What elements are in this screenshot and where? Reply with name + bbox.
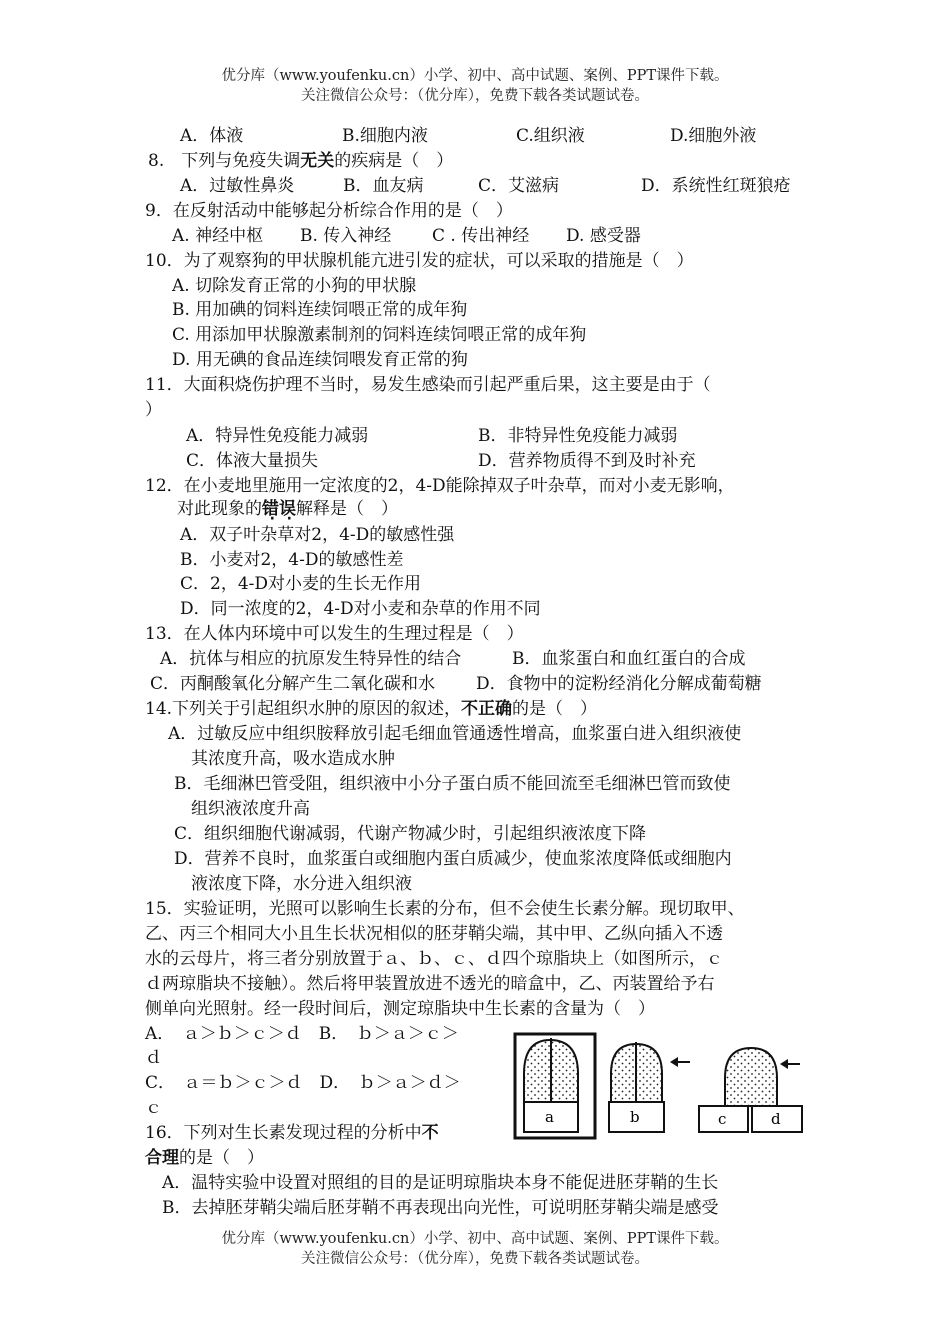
q12-option-c: C．2，4-D对小麦的生长无作用 — [180, 574, 422, 594]
q10-option-b: B. 用加碘的饲料连续饲喂正常的成年狗 — [172, 300, 468, 320]
q14-option-b-line-2: 组织液浓度升高 — [191, 799, 310, 819]
q7-option-a: A．体液 — [180, 126, 244, 146]
q13-option-d: D．食物中的淀粉经消化分解成葡萄糖 — [476, 674, 762, 694]
q15-stem-line-2: 乙、丙三个相同大小且生长状况相似的胚芽鞘尖端，其中甲、乙纵向插入不透 — [145, 924, 723, 944]
q7-option-c: C.组织液 — [516, 126, 585, 146]
q11-stem-line-2: ） — [145, 400, 162, 420]
q10-option-d: D. 用无碘的食品连续饲喂发育正常的狗 — [172, 350, 468, 370]
q11-option-b: B．非特异性免疫能力减弱 — [478, 426, 678, 446]
q14-stem-post: 的是（ ） — [512, 699, 598, 719]
q16-stem-line-2 — [145, 1146, 264, 1170]
setup-bing — [699, 1048, 802, 1132]
light-arrow-head-yi — [670, 1057, 678, 1067]
q8-option-c: C．艾滋病 — [478, 176, 560, 196]
q10-option-a: A. 切除发育正常的小狗的甲状腺 — [172, 276, 417, 296]
page-header — [0, 66, 950, 106]
coleoptile-figure — [512, 1030, 812, 1142]
q8-stem-pre: 8. 下列与免疫失调 — [148, 151, 301, 171]
agar-label-c: c — [718, 1110, 727, 1128]
q10-stem: 10．为了观察狗的甲状腺机能亢进引发的症状，可以采取的措施是（ ） — [145, 251, 694, 271]
q8-option-b: B．血友病 — [343, 176, 424, 196]
q12-stem-line-1: 12．在小麦地里施用一定浓度的2，4-D能除掉双子叶杂草，而对小麦无影响， — [145, 476, 735, 496]
q7-option-b: B.细胞内液 — [342, 126, 428, 146]
q13-stem: 13．在人体内环境中可以发生的生理过程是（ ） — [145, 624, 524, 644]
q11-stem-line-1: 11．大面积烧伤护理不当时，易发生感染而引起严重后果，这主要是由于（ — [145, 375, 711, 395]
q7-option-d: D.细胞外液 — [670, 126, 757, 146]
q11-option-d: D．营养物质得不到及时补充 — [478, 451, 696, 471]
q9-stem: 9．在反射活动中能够起分析综合作用的是（ ） — [145, 201, 513, 221]
agar-label-b: b — [630, 1108, 640, 1126]
q11-options-row-1 — [186, 424, 678, 448]
q9-options — [172, 224, 641, 248]
q15-stem-line-5: 侧单向光照射。经一段时间后，测定琼脂块中生长素的含量为（ ） — [145, 999, 655, 1019]
q16-stem-post: 的是（ ） — [179, 1148, 264, 1168]
q12-emphasis-2: 误 — [279, 499, 296, 519]
q16-stem-pre: 16．下列对生长素发现过程的分析中 — [145, 1123, 422, 1143]
q11-options-row-2 — [186, 449, 696, 473]
q14-option-d-line-1: D．营养不良时，血浆蛋白或细胞内蛋白质减少，使血浆浓度降低或细胞内 — [174, 849, 732, 869]
light-arrow-head-bing — [780, 1059, 788, 1069]
q12-option-b: B．小麦对2，4-D的敏感性差 — [180, 550, 404, 570]
q12-option-d: D．同一浓度的2，4-D对小麦和杂草的作用不同 — [180, 599, 541, 619]
q15-option-ab-line-1: A． ａ＞ｂ＞ｃ＞ｄ B． ｂ＞ａ＞ｃ＞ — [145, 1024, 459, 1044]
q14-stem-emphasis: 不正确 — [461, 699, 513, 719]
q16-stem-emphasis-1: 不 — [421, 1123, 439, 1143]
q8-options — [180, 174, 791, 198]
q15-option-cd-line-1: C． ａ＝ｂ＞ｃ＞ｄ D． ｂ＞ａ＞ｄ＞ — [145, 1073, 461, 1093]
q12-emphasis-1: 错 — [262, 499, 279, 519]
setup-yi — [609, 1042, 690, 1132]
q16-stem-line-1 — [145, 1121, 439, 1145]
header-line-2: 关注微信公众号：（优分库），免费下载各类试题试卷。 — [301, 88, 649, 104]
header-line-1: 优分库（www.youfenku.cn）小学、初中、高中试题、案例、PPT课件下载。 — [221, 68, 729, 84]
q15-option-cd-line-2: ｃ — [145, 1098, 162, 1118]
q14-option-b-line-1: B．毛细淋巴管受阻，组织液中小分子蛋白质不能回流至毛细淋巴管而致使 — [174, 774, 731, 794]
q8-stem — [148, 149, 453, 173]
q13-option-b: B．血浆蛋白和血红蛋白的合成 — [512, 649, 746, 669]
q12-stem-pre: 对此现象的 — [177, 499, 262, 519]
q7-options — [180, 124, 756, 148]
q11-option-a: A．特异性免疫能力减弱 — [186, 426, 369, 446]
q13-option-c: C．丙酮酸氧化分解产生二氧化碳和水 — [150, 674, 436, 694]
q10-option-c: C. 用添加甲状腺激素制剂的饲料连续饲喂正常的成年狗 — [172, 325, 587, 345]
q12-option-a: A．双子叶杂草对2，4-D的敏感性强 — [180, 525, 455, 545]
agar-label-d: d — [771, 1110, 781, 1128]
q11-option-c: C．体液大量损失 — [186, 451, 319, 471]
q13-option-a: A．抗体与相应的抗原发生特异性的结合 — [160, 649, 462, 669]
q15-option-ab-line-2: ｄ — [145, 1048, 162, 1068]
q12-stem-post: 解释是（ ） — [296, 499, 398, 519]
q14-option-a-line-1: A．过敏反应中组织胺释放引起毛细血管通透性增高，血浆蛋白进入组织液使 — [168, 724, 742, 744]
coleoptile-tip-bing — [725, 1048, 777, 1106]
q12-stem-line-2 — [177, 497, 398, 521]
q15-stem-line-4: ｄ两琼脂块不接触）。然后将甲装置放进不透光的暗盒中，乙、丙装置给予右 — [145, 974, 715, 994]
q14-option-a-line-2: 其浓度升高，吸水造成水肿 — [191, 749, 395, 769]
page-footer — [0, 1229, 950, 1269]
q16-stem-emphasis-2: 合理 — [145, 1148, 179, 1168]
footer-line-1: 优分库（www.youfenku.cn）小学、初中、高中试题、案例、PPT课件下载。 — [221, 1231, 729, 1247]
agar-label-a: a — [545, 1108, 554, 1126]
q15-stem-line-3: 水的云母片，将三者分别放置于ａ、ｂ、ｃ、ｄ四个琼脂块上（如图所示，ｃ — [145, 949, 723, 969]
q14-stem-pre: 14.下列关于引起组织水肿的原因的叙述， — [145, 699, 462, 719]
setup-jia-dark-box — [515, 1034, 595, 1138]
q14-stem — [145, 697, 597, 721]
q15-stem-line-1: 15．实验证明，光照可以影响生长素的分布，但不会使生长素分解。现切取甲、 — [145, 899, 745, 919]
q14-option-d-line-2: 液浓度下降，水分进入组织液 — [191, 874, 412, 894]
q13-options-row-1 — [160, 647, 746, 671]
q9-option-d: D. 感受器 — [566, 226, 641, 246]
q8-option-a: A．过敏性鼻炎 — [180, 176, 295, 196]
q16-option-b: B．去掉胚芽鞘尖端后胚芽鞘不再表现出向光性，可说明胚芽鞘尖端是感受 — [162, 1198, 719, 1218]
q14-option-c: C．组织细胞代谢减弱，代谢产物减少时，引起组织液浓度下降 — [174, 824, 647, 844]
q8-stem-post: 的疾病是（ ） — [334, 151, 454, 171]
q16-option-a: A．温特实验中设置对照组的目的是证明琼脂块本身不能促进胚芽鞘的生长 — [162, 1173, 719, 1193]
q8-stem-emphasis: 无关 — [300, 151, 335, 171]
footer-line-2: 关注微信公众号：（优分库），免费下载各类试题试卷。 — [301, 1251, 649, 1267]
q9-option-c: C . 传出神经 — [432, 226, 530, 246]
q9-option-b: B. 传入神经 — [300, 226, 392, 246]
q8-option-d: D．系统性红斑狼疮 — [641, 176, 791, 196]
q9-option-a: A. 神经中枢 — [172, 226, 264, 246]
q13-options-row-2 — [150, 672, 762, 696]
